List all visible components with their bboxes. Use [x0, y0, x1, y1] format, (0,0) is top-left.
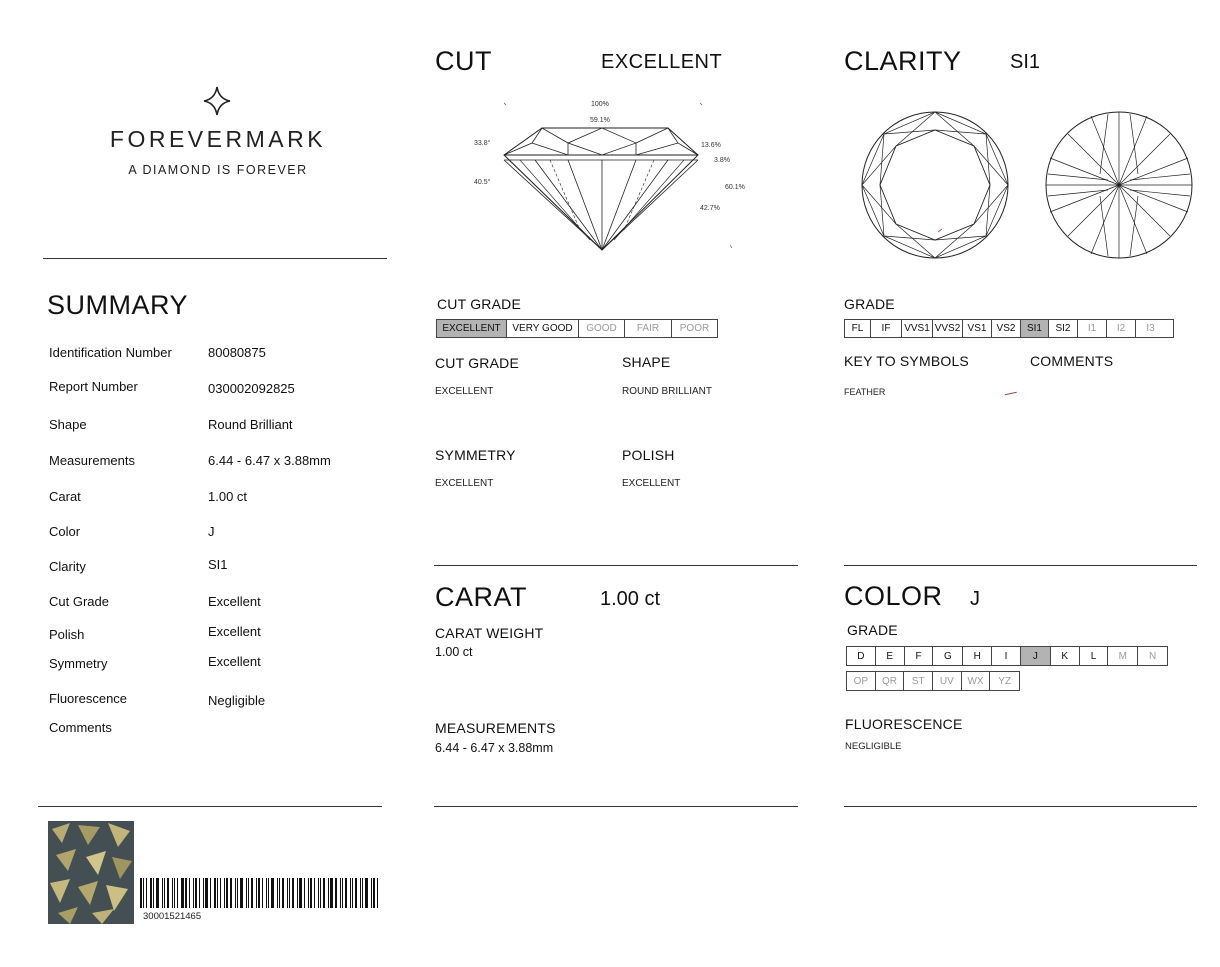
summary-value: Round Brilliant	[208, 417, 293, 432]
diagram-label-pavilion-depth: 42.7%	[700, 205, 720, 212]
barcode-bar	[289, 878, 290, 908]
summary-label: Cut Grade	[49, 594, 109, 609]
clarity-scale-cell: FL	[845, 320, 871, 337]
barcode-bar	[203, 878, 204, 908]
diagram-label-crown-height: 13.6%	[701, 142, 721, 149]
barcode-bar	[181, 878, 184, 908]
measurements-value: 6.44 - 6.47 x 3.88mm	[435, 741, 554, 755]
color-scale-cell: K	[1051, 647, 1080, 665]
clarity-scale-cell: VS2	[992, 320, 1021, 337]
clarity-scale-cell: VS1	[963, 320, 992, 337]
color-scale-cell: OP	[847, 672, 876, 690]
barcode-bar	[377, 878, 378, 908]
carat-value-title: 1.00 ct	[600, 588, 661, 610]
barcode-bar	[297, 878, 298, 908]
divider	[844, 806, 1197, 807]
clarity-scale-cell: I1	[1078, 320, 1107, 337]
barcode-bar	[235, 878, 236, 908]
summary-label: Clarity	[49, 559, 86, 574]
diagram-label-total-depth: 60.1%	[725, 184, 745, 191]
barcode-bar	[328, 878, 329, 908]
logo-tagline: A DIAMOND IS FOREVER	[128, 163, 308, 177]
cut-grade-title: EXCELLENT	[601, 51, 723, 73]
barcode-bar	[140, 878, 142, 908]
summary-label: Identification Number	[49, 345, 172, 360]
summary-title: SUMMARY	[47, 290, 189, 320]
summary-value: SI1	[208, 557, 228, 572]
barcode-bar	[299, 878, 302, 908]
color-grade-scale	[846, 646, 1168, 666]
barcode-bar	[340, 878, 341, 908]
measurements-label: MEASUREMENTS	[435, 720, 556, 736]
barcode-bar	[342, 878, 343, 908]
barcode-bar	[237, 878, 238, 908]
color-scale-cell: F	[905, 647, 934, 665]
symmetry-label: SYMMETRY	[435, 447, 516, 463]
cut-grade-value: EXCELLENT	[435, 386, 494, 397]
clarity-scale-cell: I3	[1146, 323, 1155, 334]
divider	[434, 565, 798, 566]
barcode-bar	[365, 878, 368, 908]
barcode-bar	[226, 878, 228, 908]
barcode-bar	[143, 878, 144, 908]
barcode-bar	[195, 878, 197, 908]
barcode-bar	[277, 878, 278, 908]
diamond-profile-diagram	[460, 95, 760, 260]
summary-value: 80080875	[208, 345, 266, 360]
divider	[43, 258, 387, 259]
diagram-label-table: 59.1%	[590, 117, 610, 124]
barcode-bar	[304, 878, 305, 908]
key-to-symbols-label: KEY TO SYMBOLS	[844, 353, 969, 369]
clarity-scale-cell: I2	[1107, 320, 1136, 337]
color-scale-cell: N	[1149, 650, 1157, 662]
barcode-bar	[174, 878, 175, 908]
barcode-bar	[205, 878, 208, 908]
cut-title: CUT	[435, 46, 492, 76]
symmetry-value: EXCELLENT	[435, 478, 494, 489]
barcode-bar	[323, 878, 325, 908]
clarity-scale-cell: VVS1	[902, 320, 933, 337]
barcode-bar	[314, 878, 315, 908]
summary-label: Carat	[49, 489, 81, 504]
comments-label: COMMENTS	[1030, 353, 1114, 369]
clarity-plot-crown	[858, 108, 1012, 262]
barcode-bar	[248, 878, 249, 908]
divider	[38, 806, 382, 807]
polish-value: EXCELLENT	[622, 478, 681, 489]
clarity-scale-cell: SI2	[1049, 320, 1078, 337]
barcode-bar	[246, 878, 247, 908]
cut-scale-cell: GOOD	[579, 320, 625, 337]
diamond-photo	[48, 821, 134, 924]
barcode-bar	[292, 878, 294, 908]
color-scale-cell: WX	[962, 672, 991, 690]
cut-scale-cell: EXCELLENT	[437, 320, 507, 337]
summary-value: Negligible	[208, 693, 266, 708]
clarity-plot-pavilion	[1042, 108, 1196, 262]
color-scale-cell: ST	[904, 672, 933, 690]
barcode-number: 30001521465	[143, 911, 202, 922]
barcode-bar	[266, 878, 267, 908]
barcode-bar	[352, 878, 353, 908]
summary-value: 6.44 - 6.47 x 3.88mm	[208, 453, 331, 468]
cut-scale-cell: VERY GOOD	[507, 320, 579, 337]
barcode	[140, 878, 380, 908]
feather-symbol-icon	[1005, 392, 1017, 397]
barcode-bar	[217, 878, 218, 908]
carat-weight-value: 1.00 ct	[435, 645, 473, 659]
barcode-bar	[355, 878, 357, 908]
diagram-label-pavilion-angle: 40.5°	[474, 179, 491, 186]
barcode-bar	[282, 878, 284, 908]
color-grade-scale-extended	[846, 671, 1020, 691]
summary-value: Excellent	[208, 594, 261, 609]
clarity-scale-cell: VVS2	[933, 320, 963, 337]
summary-value: Excellent	[208, 654, 261, 669]
cut-scale-cell: POOR	[679, 323, 710, 334]
clarity-scale-title: GRADE	[844, 296, 895, 312]
barcode-bar	[185, 878, 187, 908]
barcode-bar	[164, 878, 165, 908]
barcode-bar	[279, 878, 280, 908]
color-scale-cell: H	[963, 647, 992, 665]
barcode-bar	[371, 878, 372, 908]
cut-scale-title: CUT GRADE	[437, 296, 521, 312]
barcode-bar	[262, 878, 263, 908]
summary-label: Color	[49, 524, 81, 539]
barcode-bar	[153, 878, 154, 908]
barcode-bar	[308, 878, 309, 908]
summary-label: Report Number	[49, 379, 138, 394]
summary-value: Excellent	[208, 624, 261, 639]
fluorescence-label: FLUORESCENCE	[845, 716, 963, 732]
barcode-bar	[335, 878, 337, 908]
diagram-label-girdle: 3.8%	[714, 157, 730, 164]
barcode-bar	[150, 878, 152, 908]
barcode-bar	[310, 878, 312, 908]
barcode-bar	[146, 878, 147, 908]
barcode-bar	[214, 878, 216, 908]
barcode-bar	[318, 878, 319, 908]
summary-label: Polish	[49, 627, 85, 642]
summary-value: J	[208, 524, 215, 539]
clarity-title: CLARITY	[844, 46, 962, 76]
barcode-bar	[362, 878, 363, 908]
summary-value: 030002092825	[208, 381, 295, 396]
barcode-bar	[330, 878, 333, 908]
barcode-bar	[230, 878, 232, 908]
barcode-bar	[224, 878, 225, 908]
diagram-label-table-total: 100%	[591, 101, 609, 108]
divider	[434, 806, 798, 807]
diagram-label-crown-angle: 33.8°	[474, 140, 491, 147]
barcode-bar	[199, 878, 200, 908]
color-scale-cell: E	[876, 647, 905, 665]
summary-label: Fluorescence	[49, 691, 128, 706]
color-scale-cell: I	[992, 647, 1021, 665]
summary-label: Symmetry	[49, 656, 108, 671]
barcode-bar	[268, 878, 269, 908]
clarity-scale-cell: SI1	[1021, 320, 1049, 337]
barcode-bar	[189, 878, 190, 908]
color-scale-cell: QR	[876, 672, 905, 690]
logo-name: FOREVERMARK	[109, 126, 327, 152]
barcode-bar	[167, 878, 169, 908]
color-scale-cell: J	[1021, 647, 1051, 665]
color-scale-cell: G	[933, 647, 963, 665]
cut-grade-scale	[436, 319, 718, 338]
barcode-bar	[156, 878, 159, 908]
summary-label: Measurements	[49, 453, 135, 468]
color-scale-cell: M	[1108, 647, 1138, 665]
barcode-bar	[162, 878, 163, 908]
barcode-bar	[251, 878, 253, 908]
barcode-bar	[258, 878, 260, 908]
barcode-bar	[172, 878, 173, 908]
color-grade-title: J	[970, 588, 980, 610]
color-title: COLOR	[844, 581, 943, 611]
barcode-bar	[240, 878, 243, 908]
barcode-bar	[193, 878, 194, 908]
forevermark-diamond-icon	[203, 86, 231, 116]
shape-value: ROUND BRILLIANT	[622, 386, 713, 397]
divider	[844, 565, 1197, 566]
polish-label: POLISH	[622, 447, 675, 463]
barcode-bar	[177, 878, 178, 908]
color-scale-title: GRADE	[847, 622, 898, 638]
clarity-grade-scale	[844, 319, 1174, 338]
color-scale-cell: D	[847, 647, 876, 665]
carat-title: CARAT	[435, 582, 528, 612]
clarity-scale-cell: IF	[871, 320, 902, 337]
barcode-bar	[287, 878, 288, 908]
color-scale-cell: YZ	[998, 675, 1012, 687]
shape-label: SHAPE	[622, 354, 671, 370]
barcode-bar	[320, 878, 321, 908]
cut-scale-cell: FAIR	[625, 320, 672, 337]
barcode-bar	[220, 878, 221, 908]
key-to-symbols-value: FEATHER	[844, 387, 886, 397]
cut-grade-label: CUT GRADE	[435, 355, 519, 371]
barcode-bar	[360, 878, 361, 908]
summary-value: 1.00 ct	[208, 489, 248, 504]
color-scale-cell: L	[1080, 647, 1109, 665]
fluorescence-value: NEGLIGIBLE	[845, 741, 902, 752]
barcode-bar	[210, 878, 211, 908]
summary-label: Shape	[49, 417, 87, 432]
barcode-bar	[373, 878, 375, 908]
color-scale-cell: UV	[933, 672, 962, 690]
barcode-bar	[345, 878, 347, 908]
barcode-bar	[256, 878, 257, 908]
clarity-grade-title: SI1	[1010, 51, 1041, 73]
summary-label: Comments	[49, 720, 112, 735]
barcode-bar	[271, 878, 274, 908]
carat-weight-label: CARAT WEIGHT	[435, 625, 544, 641]
barcode-bar	[350, 878, 351, 908]
